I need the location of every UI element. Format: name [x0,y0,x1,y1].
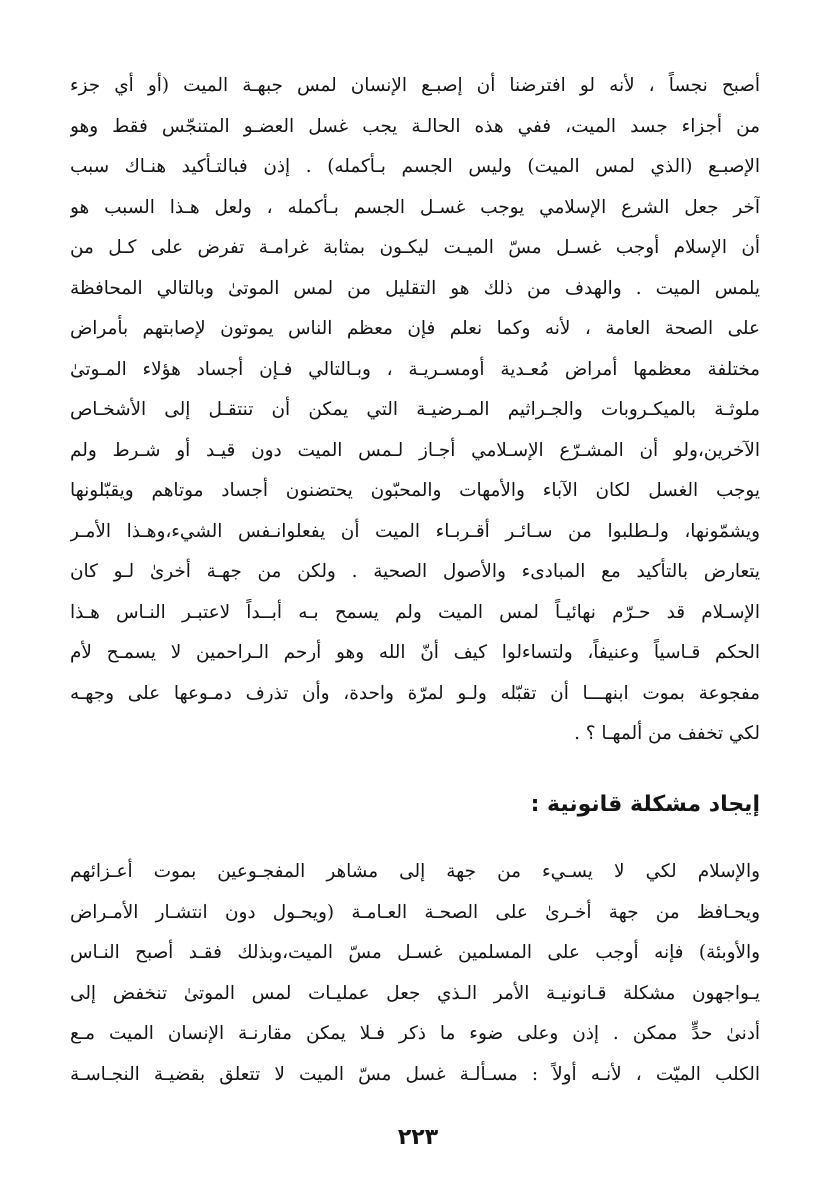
text-line: الحكم قـاسياً وعنيفاً، ولتساءلوا كيف أنّ الله وهو أرحم الـراحمين لا يسمـح لأم [70,642,760,663]
text-line: الإسـلام قد حـرّم نهائيـاً لمس الميت ولم يسمح بـه أبــداً لاعتبـر النـاس هـذا [70,601,760,623]
text-line: الإصبـع (الذي لمس الميت) وليس الجسم بـأكمله) . إذن فبالتـأكيد هنـاك سبب [70,156,760,177]
text-line: الكلب الميّت ، لأنـه أولاً : مسـألـة غسل مسّ الميت لا تتعلق بقضيـة النجـاسـة [70,1063,760,1085]
text-line: يتعارض بالتأكيد مع المبادىء والأصول الصحية . ولكن من جهـة أخرىٰ لـو كان [70,561,760,582]
text-line: والإسلام لكي لا يسـيء من جهة إلى مشاهر المفجـوعين بموت أعـزائهم [70,861,760,882]
section-heading: إيجاد مشكلة قانونية : [530,792,760,817]
text-line: ويحـافظ من جهة أخـرىٰ على الصحـة العـامـة (ويحـول دون انتشـار الأمـراض [70,901,760,923]
text-line: لكي تخفف من ألمهـا ؟ . [574,723,760,744]
text-line: يوجب الغسل لكان الآباء والأمهات والمحبّون يحتضنون أجساد موتاهم ويقبّلونها [70,480,760,501]
page-number: ٢٢٣ [397,1125,439,1150]
paragraph-2 [70,852,760,1095]
text-line: من أجزاء جسد الميت، ففي هذه الحالـة يجب غسل العضـو المتنجّس فقط وهو [70,115,760,137]
paragraph-1 [70,66,760,755]
text-line: ملوثـة بالميكـروبات والجـراثيم المـرضيـة التي يمكن أن تنتقـل إلى الأشخـاص [70,399,760,420]
text-line: يـواجهون مشكلة قـانونيـة الأمر الـذي جعل عمليـات لمس الموتىٰ تنخفض إلى [70,982,760,1004]
text-line: على الصحة العامة ، لأنه وكما نعلم فإن معظم الناس يموتون لإصابتهم بأمراض [70,318,760,339]
text-line: مختلفة معظمها أمراض مُعـدية أومسـريـة ، وبـالتالي فـإن أجساد هؤلاء المـوتىٰ [70,358,760,380]
text-line: ويشمّونها، ولـطلبوا من سـائـر أقـربـاء الميت أن يفعلوانـفس الشيء،وهـذا الأمـر [70,520,760,542]
text-line: أدنىٰ حدٍّ ممكن . إذن وعلى ضوء ما ذكر فـلا يمكن مقارنـة الإنسان الميت مـع [70,1023,760,1044]
text-line: الآخرين،ولو أن المشـرّع الإسـلامي أجـاز لـمس الميت دون قيـد أو شـرط ولم [70,439,760,461]
text-line: يلمس الميت . والهدف من ذلك هو التقليل من لمس الموتىٰ وبالتالي المحافظة [70,277,760,299]
text-line: أن الإسلام أوجب غسـل مسّ الميـت ليكـون بمثابة غرامـة تفرض على كـل من [70,237,760,258]
text-line: مفجوعة بموت ابنهـــا أن تقبّله ولـو لمرّة واحدة، وأن تذرف دمـوعها على وجهـه [70,682,760,704]
text-line: والأوبئة) فإنه أوجب على المسلمين غسـل مسّ الميت،وبذلك فقـد أصبح النـاس [70,942,760,963]
text-line: آخر جعل الشرع الإسلامي يوجب غسـل الجسم بـأكمله ، ولعل هـذا السبب هو [70,196,760,218]
text-line: أصبح نجساً ، لأنه لو افترضنا أن إصبـع الإنسان لمس جبهـة الميت (أو أي جزء [70,75,760,96]
